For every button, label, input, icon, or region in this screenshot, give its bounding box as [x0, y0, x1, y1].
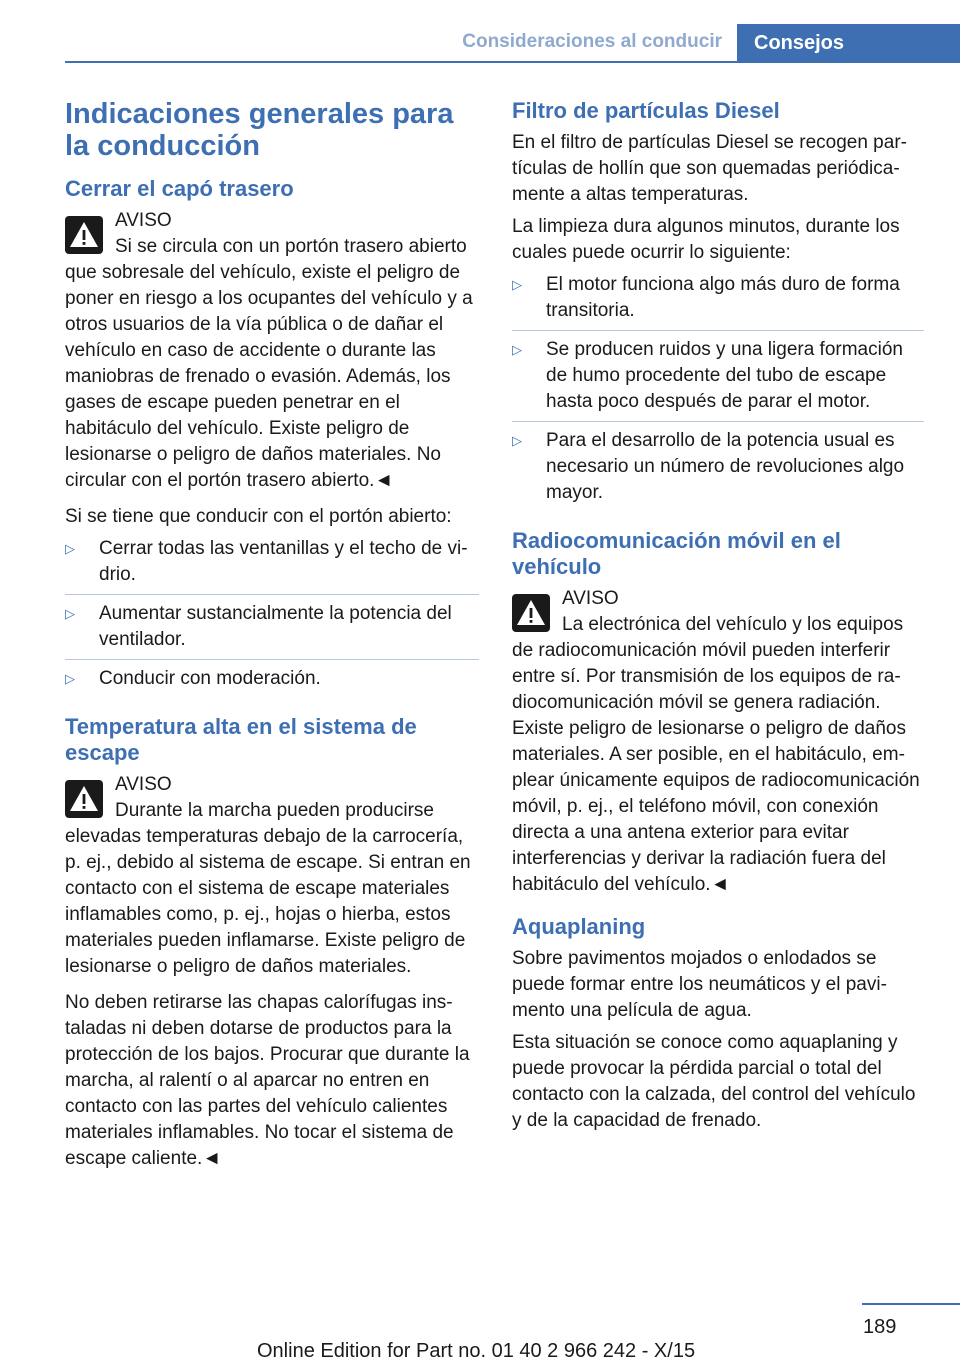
- bullet-triangle-icon: ▷: [512, 342, 522, 357]
- section-heading-exhaust: Temperatura alta en el sistema de escape: [65, 714, 417, 765]
- paragraph: Si se tiene que conducir con el portón abierto:: [65, 506, 452, 527]
- warning-triangle-icon: [512, 594, 550, 632]
- section-heading-aquaplaning: Aquaplaning: [512, 914, 646, 939]
- warning-text: Si se circula con un portón trasero abierto que sobresale del vehículo, existe el peligro de poner en riesgo a los ocupantes del vehículo y a otros usuarios de la vía pública o de dañar el vehículo en caso de accidente o durante las maniobras de frenado o evasión. Además, los gases de escape pueden penetrar en el habitáculo del vehículo. Existe peligro de lesionarse o peligro de daños materiales. No circular con el portón trasero abierto.◄: [65, 236, 473, 491]
- warning-exhaust: [65, 772, 479, 980]
- page-number-rule: [862, 1303, 960, 1305]
- warning-triangle-icon: [65, 216, 103, 254]
- bullet-list: [65, 536, 479, 698]
- bullet-triangle-icon: ▷: [512, 277, 522, 292]
- bullet-triangle-icon: ▷: [65, 606, 75, 621]
- bullet-list: [512, 272, 924, 512]
- paragraph: En el filtro de partículas Diesel se recogen partículas de hollín que son quemadas periódicamente a altas temperaturas.: [512, 132, 907, 205]
- section-heading-tailgate: Cerrar el capó trasero: [65, 176, 294, 201]
- bullet-triangle-icon: ▷: [65, 541, 75, 556]
- warning-text: La electrónica del vehículo y los equipos de radiocomunicación móvil pueden interferir entre sí. Por transmisión de los equipos de radiocomunicación móvil se genera radiación. Existe peligro de lesionarse o peligro de daños materiales. A ser posible, en el habitáculo, emplear únicamente equipos de radiocomunicación móvil, p. ej., el teléfono móvil, con conexión directa a una antena exterior para evitar interferencias y derivar la radiación fuera del habitáculo del vehículo.◄: [512, 614, 920, 895]
- warning-mobile-radio: [512, 586, 924, 898]
- warning-label: AVISO: [115, 210, 172, 231]
- bullet-triangle-icon: ▷: [65, 671, 75, 686]
- list-item: ▷ Conducir con moderación.: [65, 659, 479, 698]
- page-title: Indicaciones generales para la conducción: [65, 98, 454, 162]
- list-item: ▷ Se producen ruidos y una ligera formación de humo procedente del tubo de escape hasta poco después de parar el motor.: [512, 330, 924, 421]
- right-column: [512, 98, 924, 1140]
- list-item: ▷ Cerrar todas las ventanillas y el techo de vidrio.: [65, 538, 468, 585]
- paragraph: Sobre pavimentos mojados o enlodados se puede formar entre los neumáticos y el pavimento una película de agua.: [512, 948, 887, 1021]
- section-heading-mobile-radio: Radiocomunicación móvil en el vehículo: [512, 528, 841, 579]
- warning-triangle-icon: [65, 780, 103, 818]
- header-chapter-tab: Consejos: [737, 24, 960, 62]
- list-item: ▷ Para el desarrollo de la potencia usual es necesario un número de revoluciones algo mayor.: [512, 421, 924, 512]
- warning-tailgate: [65, 208, 479, 494]
- left-column: [65, 98, 479, 1178]
- paragraph: Esta situación se conoce como aquaplaning y puede provocar la pérdida parcial o total del contacto con la calzada, del control del vehículo y de la capacidad de frenado.: [512, 1032, 916, 1131]
- page-number: 189: [863, 1316, 897, 1338]
- warning-text: Durante la marcha pueden producirse elevadas temperaturas debajo de la carrocería, p. ej., debido al sistema de escape. Si entran en contacto con el sistema de escape materiales inflamables como, p. ej., hojas o hierba, estos materiales pueden inflamarse. Existe peligro de lesionarse o peligro de daños materiales.: [65, 800, 471, 977]
- paragraph: La limpieza dura algunos minutos, durante los cuales puede ocurrir lo siguiente:: [512, 216, 900, 263]
- footer-edition: Online Edition for Part no. 01 40 2 966 242 - X/15: [257, 1340, 696, 1362]
- section-heading-diesel-filter: Filtro de partículas Diesel: [512, 98, 780, 123]
- warning-label: AVISO: [562, 588, 619, 609]
- list-item: ▷ El motor funciona algo más duro de forma transitoria.: [512, 274, 900, 321]
- paragraph: No deben retirarse las chapas calorífugas instaladas ni deben dotarse de productos para la protección de los bajos. Procurar que durante la marcha, al ralentí o al aparcar no entren en contacto con las partes del vehículo calientes materiales inflamables. No tocar el sistema de escape caliente.◄: [65, 992, 470, 1169]
- header-rule: [65, 61, 960, 63]
- header-section-title: Consideraciones al conducir: [462, 31, 722, 52]
- list-item: ▷ Aumentar sustancialmente la potencia del ventilador.: [65, 594, 479, 659]
- bullet-triangle-icon: ▷: [512, 433, 522, 448]
- warning-label: AVISO: [115, 774, 172, 795]
